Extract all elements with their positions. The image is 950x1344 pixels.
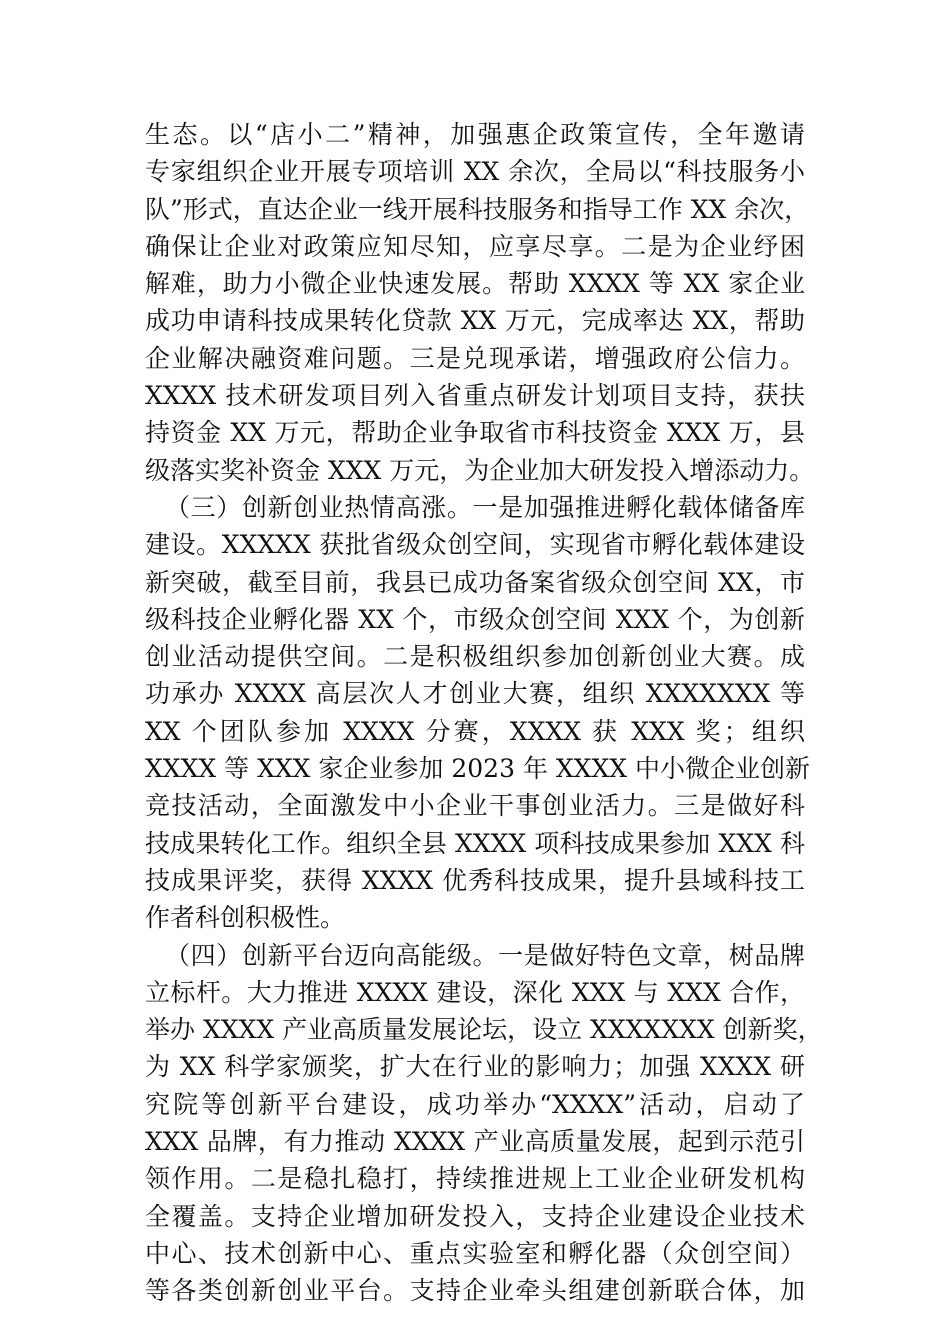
text-line: 领作用。二是稳扎稳打，持续推进规上工业企业研发机构 — [145, 1164, 805, 1194]
text-line: 确保让企业对政策应知尽知，应享尽享。二是为企业纾困 — [145, 231, 805, 261]
text-line: 企业解决融资难问题。三是兑现承诺，增强政府公信力。 — [145, 343, 805, 373]
text-line: 作者科创积极性。 — [145, 903, 346, 933]
text-line: 队”形式，直达企业一线开展科技服务和指导工作 XX 余次， — [145, 194, 810, 224]
text-line: 生态。以“店小二”精神，加强惠企政策宣传，全年邀请 — [145, 120, 805, 149]
text-line: 技成果评奖，获得 XXXX 优秀科技成果，提升县域科技工 — [145, 865, 805, 895]
text-line: 新突破，截至目前，我县已成功备案省级众创空间 XX，市 — [145, 567, 805, 597]
text-line: 建设。XXXXX 获批省级众创空间，实现省市孵化载体建设 — [145, 530, 805, 560]
paragraph-heading-line: （三）创新创业热情高涨。一是加强推进孵化载体储备库 — [165, 492, 805, 522]
text-line: 中心、技术创新中心、重点实验室和孵化器（众创空间） — [145, 1238, 805, 1268]
text-line: 等各类创新创业平台。支持企业牵头组建创新联合体，加 — [145, 1276, 805, 1306]
text-line: 举办 XXXX 产业高质量发展论坛，设立 XXXXXXX 创新奖， — [145, 1015, 823, 1045]
text-line: 级科技企业孵化器 XX 个，市级众创空间 XXX 个，为创新 — [145, 604, 805, 634]
text-line: 解难，助力小微企业快速发展。帮助 XXXX 等 XX 家企业 — [145, 269, 805, 299]
text-line: XX 个团队参加 XXXX 分赛，XXXX 获 XXX 奖；组织 — [145, 716, 805, 746]
text-line: 究院等创新平台建设，成功举办“XXXX”活动，启动了 — [145, 1089, 805, 1119]
text-line: 技成果转化工作。组织全县 XXXX 项科技成果参加 XXX 科 — [145, 828, 805, 858]
text-line: 全覆盖。支持企业增加研发投入，支持企业建设企业技术 — [145, 1201, 805, 1231]
text-line: XXXX 等 XXX 家企业参加 2023 年 XXXX 中小微企业创新 — [145, 754, 811, 784]
text-line: 立标杆。大力推进 XXXX 建设，深化 XXX 与 XXX 合作， — [145, 977, 805, 1007]
body-text — [145, 116, 823, 1310]
text-line: XXXX 技术研发项目列入省重点研发计划项目支持，获扶 — [145, 381, 805, 411]
text-line: 成功申请科技成果转化贷款 XX 万元，完成率达 XX，帮助 — [145, 306, 805, 336]
text-line: 功承办 XXXX 高层次人才创业大赛，组织 XXXXXXX 等 — [145, 679, 805, 709]
text-line: 级落实奖补资金 XXX 万元，为企业加大研发投入增添动力。 — [145, 455, 815, 485]
text-line: XXX 品牌，有力推动 XXXX 产业高质量发展，起到示范引 — [145, 1127, 805, 1157]
text-line: 专家组织企业开展专项培训 XX 余次，全局以“科技服务小 — [145, 157, 805, 187]
text-line: 持资金 XX 万元，帮助企业争取省市科技资金 XXX 万，县 — [145, 418, 805, 448]
text-line: 竞技活动，全面激发中小企业干事创业活力。三是做好科 — [145, 791, 805, 821]
text-line: 创业活动提供空间。二是积极组织参加创新创业大赛。成 — [145, 642, 805, 672]
paragraph-heading-line: （四）创新平台迈向高能级。一是做好特色文章，树品牌 — [165, 940, 805, 970]
text-line: 为 XX 科学家颁奖，扩大在行业的影响力；加强 XXXX 研 — [145, 1052, 805, 1082]
